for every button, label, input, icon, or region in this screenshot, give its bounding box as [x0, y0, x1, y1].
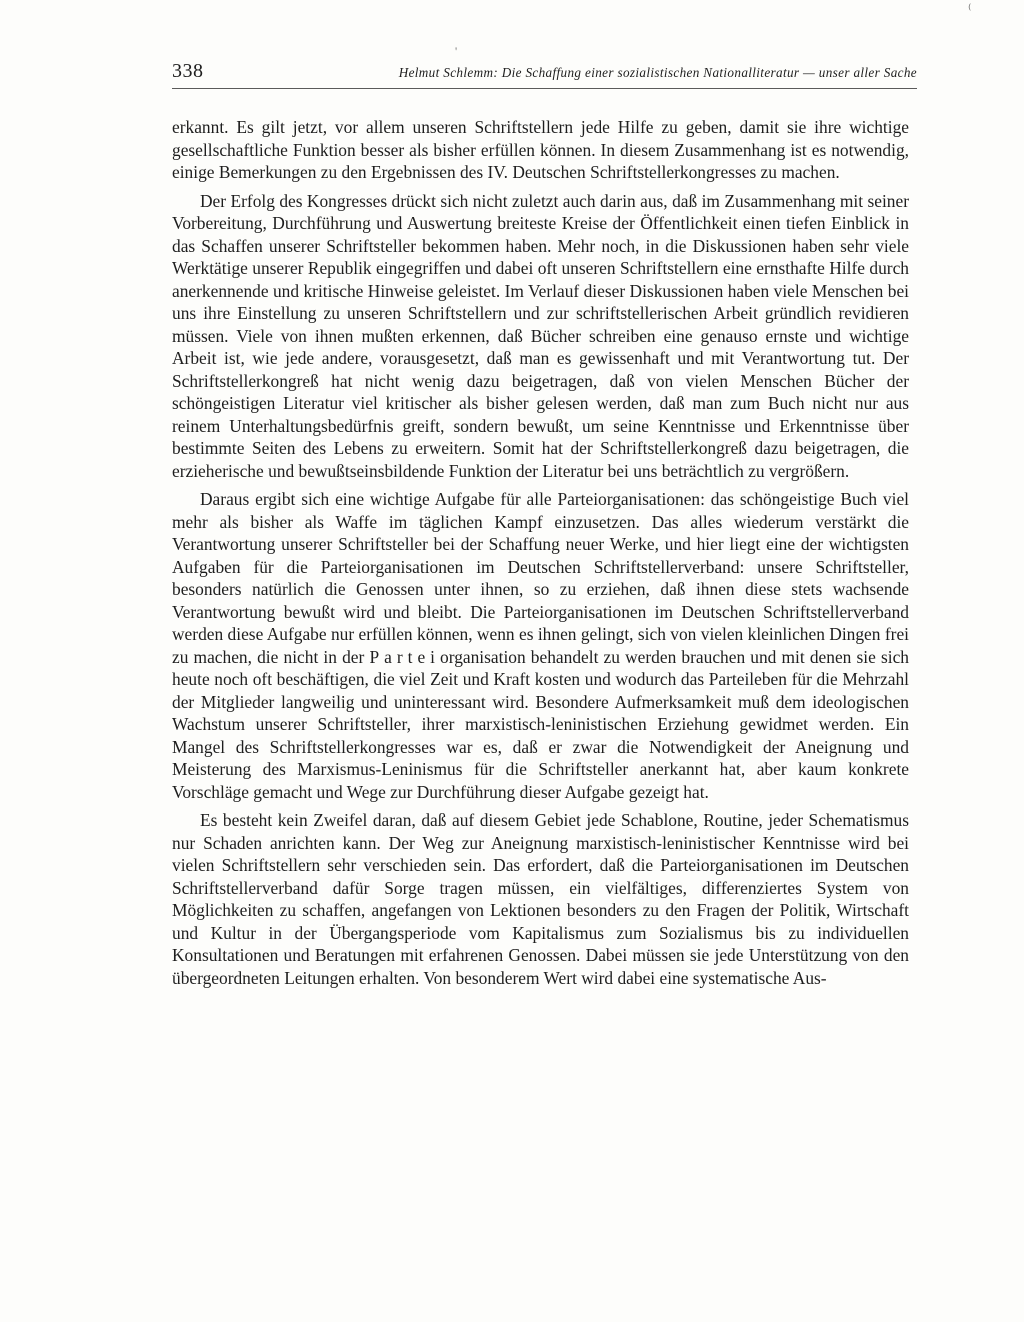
running-title: Helmut Schlemm: Die Schaffung einer sozialistischen Nationalliteratur — unser aller Sache [398, 65, 917, 80]
print-speck: ' [455, 44, 458, 58]
paragraph-text: organisation behandelt zu werden brauchen und mit denen sie sich heute noch oft beschäftigen, die viel Zeit und Kraft kosten und wodurch das Parteileben für die Mehrzahl der Mitglieder langweilig und uninteressant wird. Besondere Aufmerksamkeit muß dem ideologischen Wachstum unserer Schriftsteller, ihrer marxistisch-leninistischen Erziehung gewidmet werden. Ein Mangel des Schriftstellerkongresses war es, daß er zwar die Notwendigkeit der Aneignung und Meisterung des Marxismus-Leninismus für die Schriftsteller anerkannt hat, aber kaum konkrete Vorschläge gemacht und Wege zur Durchführung dieser Aufgabe gezeigt hat. [172, 646, 909, 802]
paragraph: Es besteht kein Zweifel daran, daß auf diesem Gebiet jede Schablone, Routine, jeder Schematismus nur Schaden anrichten kann. Der Weg zur Aneignung marxistisch-leninistischer Kenntnisse wird bei vielen Schriftstellern sehr verschieden sein. Das erfordert, daß die Parteiorganisationen im Deutschen Schriftstellerverband dafür Sorge tragen müssen, ein vielfältiges, differenziertes System von Möglichkeiten zu schaffen, angefangen von Lektionen besonders zu den Fragen der Politik, Wirtschaft und Kultur in der Übergangsperiode vom Kapitalismus zum Sozialismus bis zu individuellen Konsultationen und Beratungen mit erfahrenen Genossen. Dabei müssen sie jede Unterstützung von den übergeordneten Leitungen erhalten. Von besonderem Wert wird dabei eine systematische Aus- [172, 810, 909, 988]
print-speck: ⁽ [968, 3, 972, 18]
paragraph: Der Erfolg des Kongresses drückt sich nicht zuletzt auch darin aus, daß im Zusammenhang mit seiner Vorbereitung, Durchführung und Auswertung breiteste Kreise der Öffentlichkeit einen tiefen Einblick in das Schaffen unserer Schriftsteller bekommen haben. Mehr noch, in die Diskussionen haben sehr viele Werktätige unserer Republik eingegriffen und dabei oft unseren Schriftstellern eine ernsthafte Hilfe durch anerkennende und kritische Hinweise geleistet. Im Verlauf dieser Diskussionen haben viele Menschen bei uns ihre Einstellung zu unseren Schriftstellern und zur schriftstellerischen Arbeit gründlich revidieren müssen. Viele von ihnen mußten erkennen, daß Bücher schreiben eine genauso ernste und wichtige Arbeit ist, wie jede andere, vorausgesetzt, daß man es gewissenhaft und mit Verantwortung tut. Der Schriftstellerkongreß hat nicht wenig dazu beigetragen, daß von vielen Menschen Bücher der schöngeistigen Literatur viel kritischer als bisher gelesen werden, daß man zum Buch nicht nur aus reinem Unterhaltungsbedürfnis greift, sondern bewußt, um seine Kenntnisse und Erkenntnisse über bestimmte Seiten des Lebens zu erweitern. Somit hat der Schriftstellerkongreß dazu beigetragen, die erzieherische und bewußtseinsbildende Funktion der Literatur bei uns beträchtlich zu vergrößern. [172, 190, 909, 481]
paragraph [172, 488, 909, 803]
body-text [172, 116, 909, 995]
header-rule [172, 88, 917, 89]
page-header [172, 60, 917, 90]
page-number: 338 [172, 60, 204, 82]
paragraph-text: Daraus ergibt sich eine wichtige Aufgabe für alle Parteiorganisationen: das schöngeistige Buch viel mehr als bisher als Waffe im täglichen Kampf einzusetzen. Das alles wiederum verstärkt die Verantwortung unserer Schriftsteller bei der Schaffung neuer Werke, und hier liegt eine der wichtigsten Aufgaben für die Parteiorganisationen im Deutschen Schriftstellerverband: unsere Schriftsteller, besonders natürlich die Genossen unter ihnen, so zu erziehen, daß ihnen diese stets wachsende Verantwortung bewußt wird und bleibt. Die Parteiorganisationen im Deutschen Schriftstellerverband werden diese Aufgabe nur erfüllen können, wenn es ihnen gelingt, sich von vielen kleinlichen Dingen frei zu machen, die nicht in der [172, 489, 909, 667]
paragraph-continuation: erkannt. Es gilt jetzt, vor allem unseren Schriftstellern jede Hilfe zu geben, damit sie ihre wichtige gesellschaftliche Funktion besser als bisher erfüllen können. In diesem Zusammenhang ist es notwendig, einige Bemerkungen zu den Ergebnissen des IV. Deutschen Schriftstellerkongresses zu machen. [172, 117, 909, 182]
spaced-emphasis: Partei [369, 646, 441, 667]
